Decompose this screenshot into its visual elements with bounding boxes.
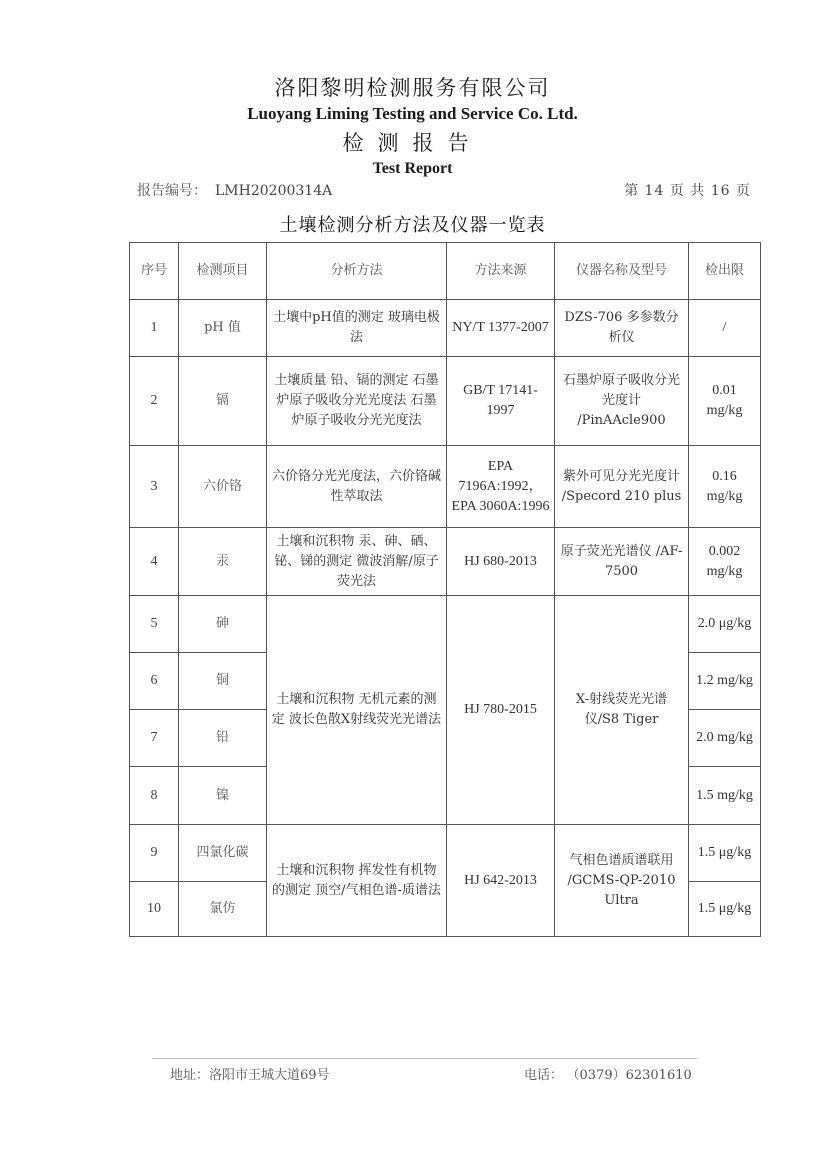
footer-address: 地址：洛阳市王城大道69号	[170, 1068, 330, 1083]
instrument: X-射线荧光光谱仪/S8 Tiger	[555, 596, 689, 825]
report-title-en: Test Report	[372, 160, 453, 177]
table-title: 土壤检测分析方法及仪器一览表	[279, 215, 546, 236]
table-row	[130, 300, 761, 357]
method-source: GB/T 17141-1997	[447, 357, 555, 446]
row-number: 1	[130, 300, 179, 357]
analysis-method: 土壤和沉积物 汞、砷、硒、铋、锑的测定 微波消解/原子荧光法	[267, 528, 447, 596]
table-header-row	[130, 243, 761, 300]
instrument: 紫外可见分光光度计 /Specord 210 plus	[555, 446, 689, 528]
company-name-cn: 洛阳黎明检测服务有限公司	[274, 76, 551, 100]
analysis-method: 土壤和沉积物 无机元素的测定 波长色散X射线荧光光谱法	[267, 596, 447, 825]
test-item: 氯仿	[179, 882, 267, 937]
detection-limit: 2.0 mg/kg	[689, 710, 761, 767]
report-number-label: 报告编号：	[137, 183, 207, 199]
row-number: 2	[130, 357, 179, 446]
table-row	[130, 528, 761, 596]
row-number: 8	[130, 767, 179, 825]
row-number: 10	[130, 882, 179, 937]
test-item: 六价铬	[179, 446, 267, 528]
test-item: 汞	[179, 528, 267, 596]
instrument: 原子荧光光谱仪 /AF-7500	[555, 528, 689, 596]
test-item: 四氯化碳	[179, 825, 267, 882]
footer-phone-label: 电话：	[524, 1068, 564, 1083]
detection-limit: 1.5 mg/kg	[689, 767, 761, 825]
instrument: 气相色谱质谱联用 /GCMS-QP-2010 Ultra	[555, 825, 689, 937]
instrument: DZS-706 多参数分析仪	[555, 300, 689, 357]
analysis-method: 土壤中pH值的测定 玻璃电极法	[267, 300, 447, 357]
column-header-limit: 检出限	[689, 243, 761, 300]
column-header-source: 方法来源	[447, 243, 555, 300]
detection-limit: 0.01 mg/kg	[689, 357, 761, 446]
company-name-en: Luoyang Liming Testing and Service Co. Ltd.	[247, 104, 578, 123]
test-item: 铅	[179, 710, 267, 767]
test-item: 砷	[179, 596, 267, 653]
detection-limit: 1.5 μg/kg	[689, 882, 761, 937]
row-number: 9	[130, 825, 179, 882]
detection-limit: 0.16 mg/kg	[689, 446, 761, 528]
detection-limit: 0.002 mg/kg	[689, 528, 761, 596]
method-source: HJ 642-2013	[447, 825, 555, 937]
test-item: 镍	[179, 767, 267, 825]
methods-table	[129, 242, 761, 937]
analysis-method: 土壤质量 铅、镉的测定 石墨炉原子吸收分光光度法 石墨炉原子吸收分光光度法	[267, 357, 447, 446]
report-number-value: LMH20200314A	[215, 183, 333, 199]
test-item: pH 值	[179, 300, 267, 357]
detection-limit: /	[689, 300, 761, 357]
method-source: HJ 680-2013	[447, 528, 555, 596]
test-item: 镉	[179, 357, 267, 446]
analysis-method: 土壤和沉积物 挥发性有机物的测定 顶空/气相色谱-质谱法	[267, 825, 447, 937]
footer-phone	[524, 1064, 692, 1083]
row-number: 5	[130, 596, 179, 653]
report-title-cn: 检测报告	[342, 131, 483, 155]
row-number: 6	[130, 653, 179, 710]
table-row	[130, 825, 761, 882]
detection-limit: 2.0 μg/kg	[689, 596, 761, 653]
column-header-instrument: 仪器名称及型号	[555, 243, 689, 300]
footer-phone-number: （0379）62301610	[573, 1068, 692, 1083]
page-indicator: 第 14 页 共 16 页	[624, 183, 751, 199]
table-row	[130, 596, 761, 653]
method-source: NY/T 1377-2007	[447, 300, 555, 357]
column-header-method: 分析方法	[267, 243, 447, 300]
method-source: HJ 780-2015	[447, 596, 555, 825]
column-header-seq: 序号	[130, 243, 179, 300]
table-row	[130, 446, 761, 528]
row-number: 4	[130, 528, 179, 596]
detection-limit: 1.2 mg/kg	[689, 653, 761, 710]
footer-divider	[152, 1058, 697, 1059]
report-number	[137, 180, 332, 200]
method-source: EPA 7196A:1992，EPA 3060A:1996	[447, 446, 555, 528]
analysis-method: 六价铬分光光度法，六价铬碱性萃取法	[267, 446, 447, 528]
detection-limit: 1.5 μg/kg	[689, 825, 761, 882]
row-number: 7	[130, 710, 179, 767]
instrument: 石墨炉原子吸收分光光度计 /PinAAcle900	[555, 357, 689, 446]
row-number: 3	[130, 446, 179, 528]
table-row	[130, 357, 761, 446]
test-item: 铜	[179, 653, 267, 710]
column-header-item: 检测项目	[179, 243, 267, 300]
